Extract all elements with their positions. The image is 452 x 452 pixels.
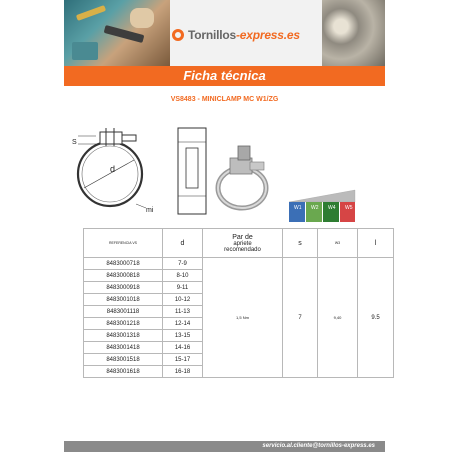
label-s: S (72, 139, 77, 146)
scale-level-w5: W5 (345, 205, 353, 211)
cell-ref: 8483000818 (84, 270, 163, 282)
table-header-row (84, 229, 394, 258)
header-par-line1: Par de (232, 233, 253, 241)
header-ref: REFERENCIA VS (84, 229, 163, 258)
cell-d: 7-9 (163, 258, 203, 270)
cell-d: 15-17 (163, 354, 203, 366)
brand-logo-icon (172, 29, 184, 41)
product-title: VS8483 - MINICLAMP MC W1/ZG (170, 96, 279, 103)
header-par (203, 229, 283, 258)
cell-l-merged: 9.5 (358, 258, 394, 378)
header-par-line2: apriete (233, 240, 252, 247)
cell-d: 14-16 (163, 342, 203, 354)
cell-ref: 8483001518 (84, 354, 163, 366)
clamp-photo (218, 146, 266, 208)
header-l: l (358, 229, 394, 258)
header-photo-screws (322, 0, 385, 66)
header-s: s (283, 229, 318, 258)
cell-s-merged: 7 (283, 258, 318, 378)
clamp-front-view (178, 128, 206, 214)
header-w: W3 (318, 229, 358, 258)
footer-bar (64, 441, 385, 452)
cell-ref: 8483001218 (84, 318, 163, 330)
table-row (84, 258, 394, 270)
label-mi: mi (146, 207, 154, 214)
cell-ref: 8483001118 (84, 306, 163, 318)
clamp-technical-drawing (70, 118, 270, 218)
brand-logo[interactable] (172, 24, 300, 46)
spec-table (83, 228, 394, 378)
cell-ref: 8483001018 (84, 294, 163, 306)
cell-d: 12-14 (163, 318, 203, 330)
scale-level-w1: W1 (294, 205, 302, 211)
cell-ref: 8483000918 (84, 282, 163, 294)
page-title: Ficha técnica (64, 66, 385, 86)
header-banner (64, 0, 385, 66)
material-scale (287, 188, 357, 224)
cell-d: 8-10 (163, 270, 203, 282)
cell-ref: 8483000718 (84, 258, 163, 270)
brand-name: Tornillos (188, 28, 236, 42)
clamp-ring (78, 142, 142, 206)
scale-level-w2: W2 (311, 205, 319, 211)
cell-w-merged: 9,40 (318, 258, 358, 378)
cell-ref: 8483001418 (84, 342, 163, 354)
cell-d: 13-15 (163, 330, 203, 342)
footer-email-link[interactable]: servicio.al.cliente@tornillos-express.es (262, 443, 375, 449)
cell-par-merged: 1,5 Nm (203, 258, 283, 378)
cell-d: 11-13 (163, 306, 203, 318)
cell-d: 9-11 (163, 282, 203, 294)
brand-suffix: -express.es (235, 28, 300, 42)
cell-ref: 8483001618 (84, 366, 163, 378)
label-d: d (110, 164, 116, 174)
header-d: d (163, 229, 203, 258)
cell-d: 10-12 (163, 294, 203, 306)
scale-level-w4: W4 (328, 205, 336, 211)
header-par-line3: recomendado (224, 246, 261, 253)
cell-ref: 8483001318 (84, 330, 163, 342)
header-photo-tools (64, 0, 170, 66)
cell-d: 16-18 (163, 366, 203, 378)
